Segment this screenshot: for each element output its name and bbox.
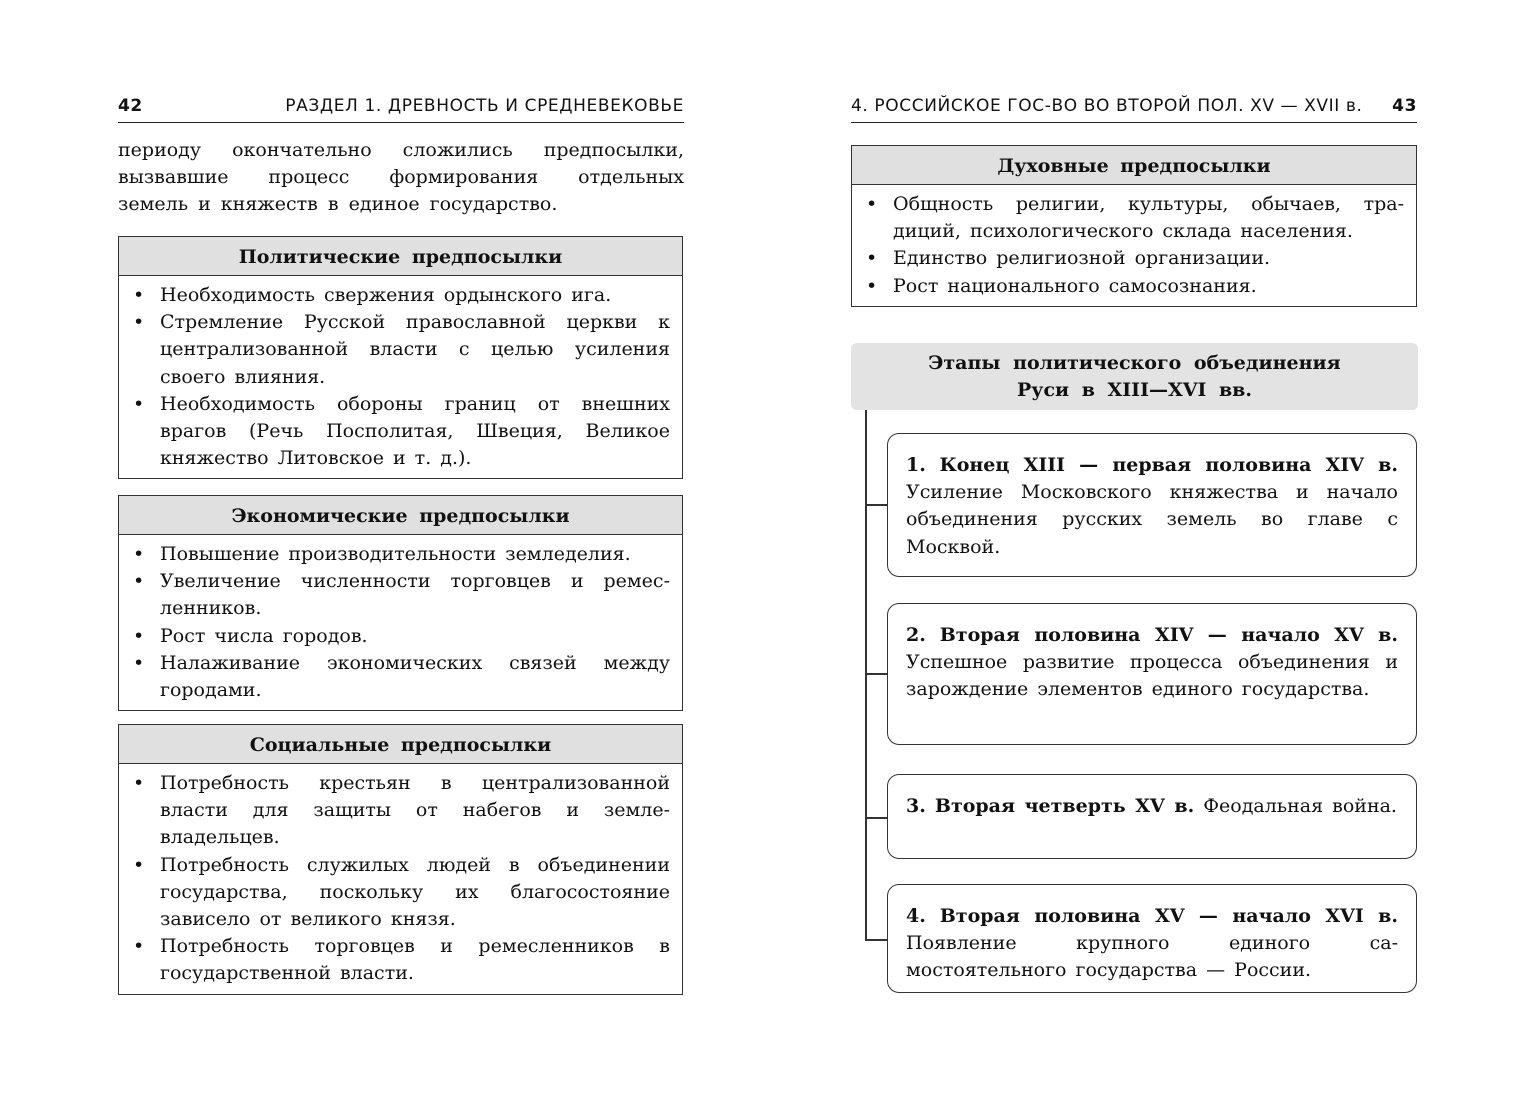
box-title: Экономические предпосылки [119, 496, 682, 535]
stage-text: Успешное развитие процесса объединения и зарождение элементов единого государства. [906, 651, 1398, 701]
bullet-icon: • [133, 543, 145, 565]
stage-text: Появление крупного единого самостоятельного государства — России. [906, 932, 1398, 982]
tree-trunk [865, 410, 867, 940]
list-item: • Увеличение численности торговцев и ремесленников. [133, 570, 670, 620]
right-page [851, 0, 1417, 1105]
intro-paragraph [118, 137, 684, 218]
tree-branch [865, 939, 887, 941]
intro-line: земель и княжеств в единое государство. [118, 193, 558, 215]
page-number: 43 [1392, 96, 1417, 116]
stage-number: 3. [906, 795, 926, 817]
stage-period: Вторая половина XV — начало XVI в. [939, 905, 1398, 927]
social-box [118, 724, 683, 995]
stages-title-line: Этапы политического объединения [928, 352, 1341, 374]
list-item: • Стремление Русской православной церкви к централизованной власти с целью усиления своего влияния. [133, 311, 670, 388]
stage-number: 4. [906, 905, 926, 927]
tree-branch [865, 673, 887, 675]
bullet-icon: • [133, 311, 145, 334]
bullet-list [119, 764, 682, 994]
bullet-icon: • [133, 570, 145, 593]
running-head: 4. РОССИЙСКОЕ ГОС-ВО ВО ВТОРОЙ ПОЛ. XV — XVII в. [851, 96, 1363, 116]
stage-period: Конец XIII — первая половина XIV в. [939, 454, 1398, 476]
list-item: • Рост числа городов. [133, 623, 670, 650]
stage-text: Усиление Московского княжества и начало объединения русских земель во главе с Москвой. [906, 481, 1398, 558]
stage-box [887, 884, 1417, 993]
box-title: Социальные предпосылки [119, 725, 682, 764]
stage-period: Вторая половина XIV — начало XV в. [939, 624, 1398, 646]
bullet-icon: • [133, 935, 145, 958]
page-header [118, 92, 684, 123]
stage-number: 1. [906, 454, 926, 476]
spiritual-box [851, 145, 1417, 307]
bullet-icon: • [133, 284, 145, 306]
box-title: Духовные предпосылки [852, 146, 1416, 185]
bullet-icon: • [866, 193, 878, 215]
stage-box [887, 603, 1417, 745]
bullet-icon: • [133, 624, 145, 647]
tree-branch [865, 817, 887, 819]
running-head: РАЗДЕЛ 1. ДРЕВНОСТЬ И СРЕДНЕВЕКОВЬЕ [285, 96, 684, 116]
list-item: • Необходимость свержения ордынского ига. [133, 282, 670, 309]
stage-number: 2. [906, 624, 926, 646]
page-number: 42 [118, 96, 143, 116]
list-item: • Потребность крестьян в централизованной власти для защиты от набегов и землевладельцев. [133, 772, 670, 849]
stages-title [851, 343, 1418, 410]
economic-box [118, 495, 683, 711]
bullet-icon: • [133, 772, 145, 794]
bullet-icon: • [133, 392, 145, 415]
list-item: • Рост национального самосознания. [866, 273, 1404, 300]
intro-line: периоду окончательно сложились предпосылки, [118, 139, 684, 161]
list-item: • Общность религии, культуры, обычаев, традиций, психологического склада населения. [866, 193, 1404, 243]
stages-title-line: Руси в XIII—XVI вв. [1017, 379, 1252, 401]
bullet-icon: • [866, 274, 878, 297]
political-box [118, 236, 683, 479]
bullet-icon: • [133, 853, 145, 876]
list-item: • Потребность служилых людей в объединении государства, поскольку их благосостояние зависело от великого князя. [133, 853, 670, 931]
bullet-list [852, 185, 1416, 306]
bullet-list [119, 276, 682, 478]
page-header [851, 92, 1417, 123]
tree-branch [865, 504, 887, 506]
bullet-icon: • [133, 651, 145, 674]
list-item: • Единство религиозной организации. [866, 245, 1404, 272]
bullet-icon: • [866, 247, 878, 270]
list-item: • Повышение производительности земледелия. [133, 541, 670, 568]
list-item: • Потребность торговцев и ремесленников в государственной власти. [133, 935, 670, 985]
list-item: • Необходимость обороны границ от внешних врагов (Речь Посполитая, Швеция, Великое княжество Литовское и т. д.). [133, 392, 670, 470]
stage-box [887, 774, 1417, 859]
stage-box [887, 433, 1417, 577]
intro-line: вызвавшие процесс формирования отдельных [118, 166, 684, 188]
list-item: • Налаживание экономических связей между городами. [133, 651, 670, 702]
box-title: Политические предпосылки [119, 237, 682, 276]
stage-text: Феодальная война. [1203, 795, 1397, 817]
bullet-list [119, 535, 682, 710]
left-page [118, 0, 684, 1105]
stage-period: Вторая четверть XV в. [934, 795, 1195, 817]
